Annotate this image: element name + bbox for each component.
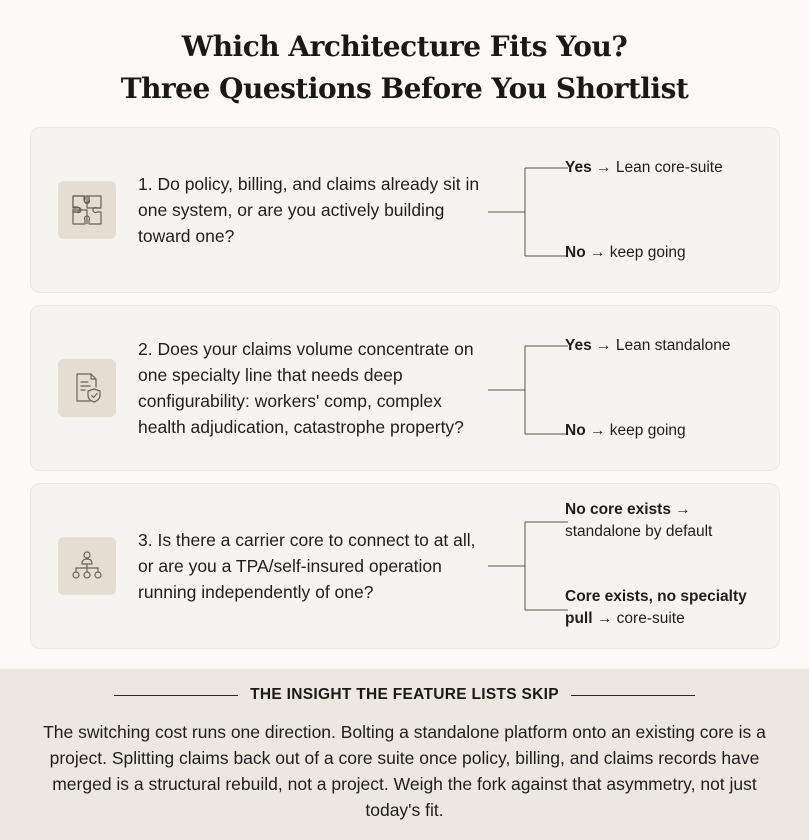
outcome-no: No → keep going [565,244,686,261]
question-text: 3. Is there a carrier core to connect to at all, or are you a TPA/self-insured operation running independently of one? [138,530,476,602]
insight-body: The switching cost runs one direction. Bolting a standalone platform onto an existing core is a project. Splitting claims back out of a core suite once policy, billing, and claims records have merged is a structural rebuild, not a project. Weigh the fork against that asymmetry, not just today's fit. [43,722,766,820]
document-shield-icon [70,371,104,405]
question-card-2 [30,305,780,471]
outcome-no: Core exists, no specialty pull → core-suite [565,588,747,627]
title-line-1: Which Architecture Fits You? [181,30,628,63]
question-text: 1. Do policy, billing, and claims already sit in one system, or are you actively building toward one? [138,174,480,246]
divider [571,695,695,696]
outcome-no: No → keep going [565,422,686,439]
question-card-1 [30,127,780,293]
question-card-3 [30,483,780,649]
outcome-yes: Yes → Lean standalone [565,337,731,354]
insight-heading: THE INSIGHT THE FEATURE LISTS SKIP [250,686,559,703]
icon-tile [58,181,116,239]
branch-connector [488,484,568,648]
icon-tile [58,537,116,595]
puzzle-icon [70,193,104,227]
org-chart-icon [70,549,104,583]
divider [114,695,238,696]
insight-panel [0,669,809,840]
branch-connector [488,306,568,470]
title-line-2: Three Questions Before You Shortlist [120,72,689,105]
branch-connector [488,128,568,292]
insight-header [0,683,809,707]
question-text: 2. Does your claims volume concentrate on one specialty line that needs deep configurability: workers' comp, complex health adjudication, catastrophe property? [138,339,474,437]
page-title [0,26,809,110]
icon-tile [58,359,116,417]
outcome-yes: No core exists → standalone by default [565,501,713,540]
outcome-yes: Yes → Lean core-suite [565,159,723,176]
